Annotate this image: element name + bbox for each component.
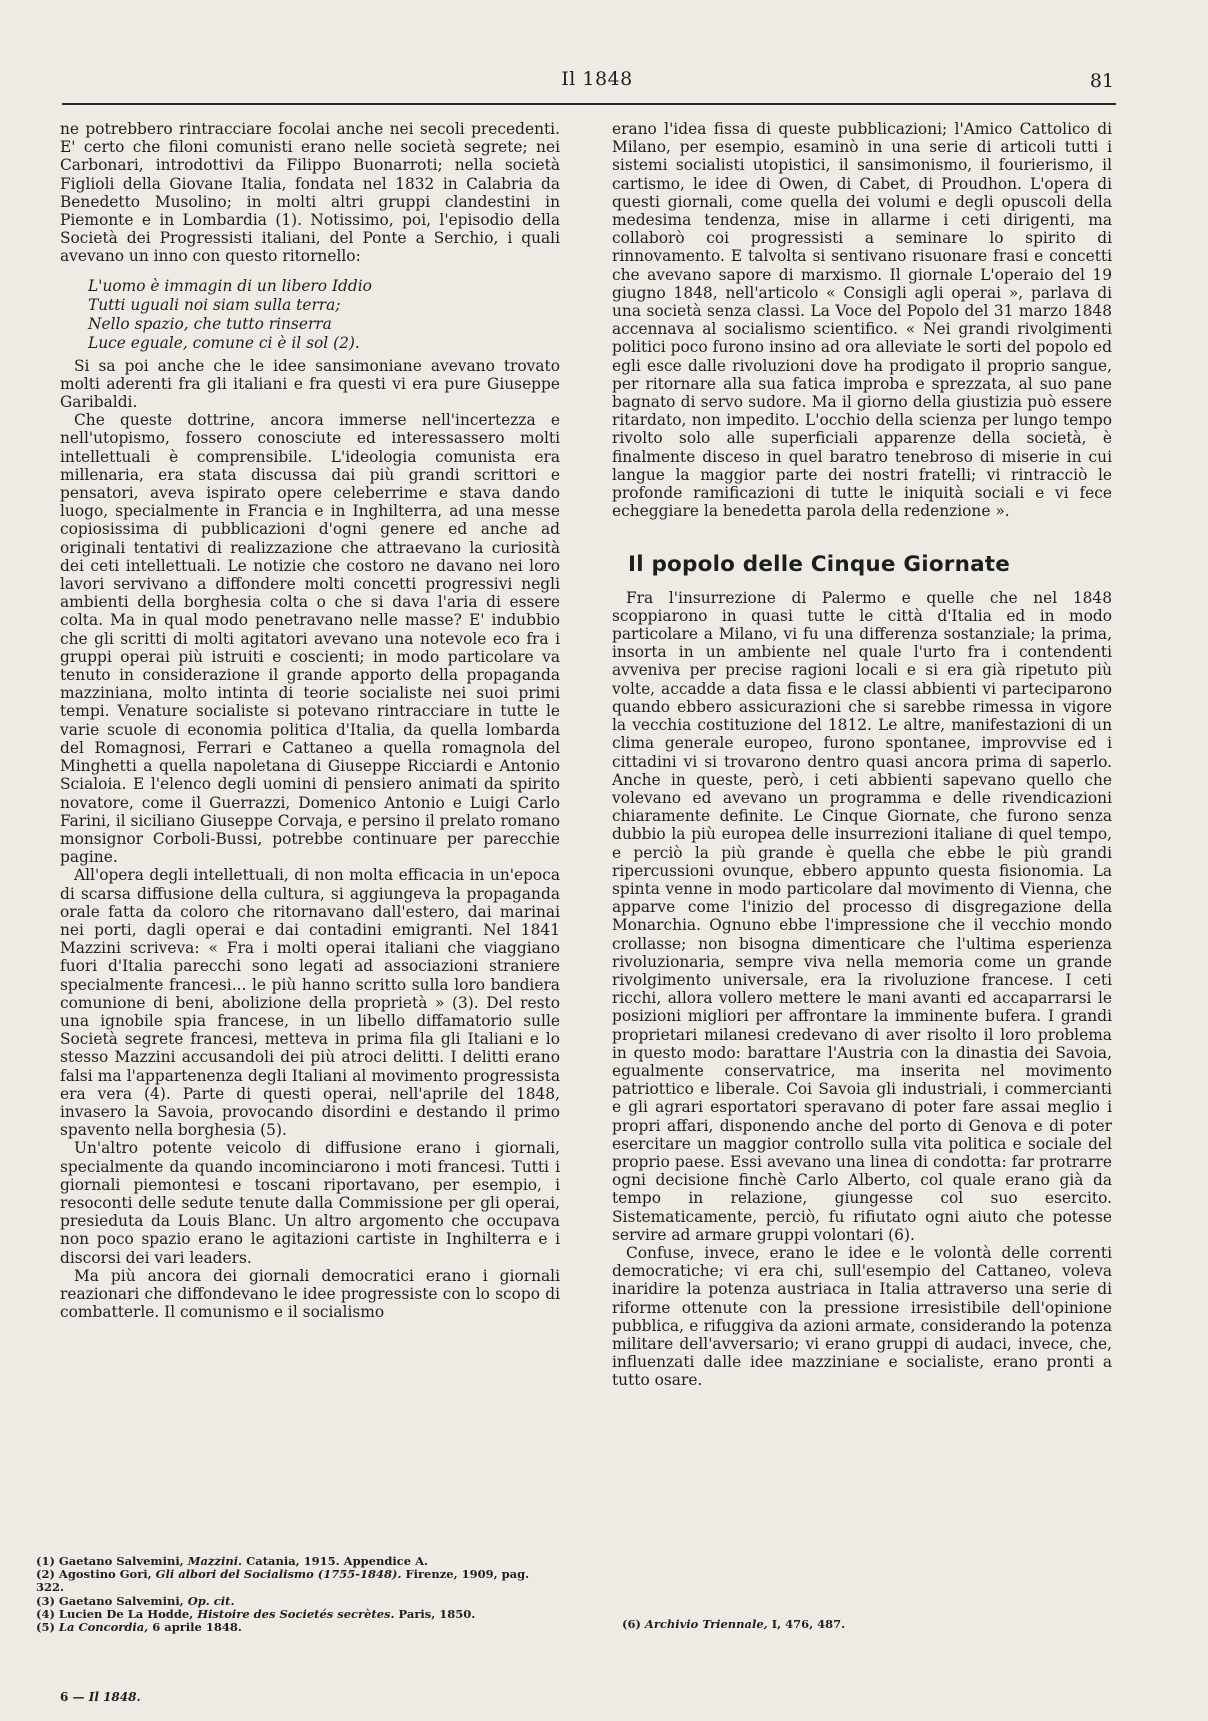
verse-line: Nello spazio, che tutto rinserra [88,314,332,333]
left-paragraph: Si sa poi anche che le idee sansimoniane avevano trovato molti aderenti fra gli italiani e fra questi vi era pure Giuseppe Garibaldi. [60,356,560,412]
signature-mark: 6 — Il 1848. [60,1690,141,1704]
footnote: (3) Gaetano Salvemini, Op. cit. [36,1593,235,1608]
footnote: (5) La Concordia, 6 aprile 1848. [36,1620,242,1635]
footnote: (4) Lucien De La Hodde, Histoire des Societés secrètes. Paris, 1850. [36,1606,476,1621]
footnote: (2) Agostino Gori, Gli albori del Socialismo (1755-1848). Firenze, 1909, pag. 322. [36,1567,530,1595]
right-paragraph: Confuse, invece, erano le idee e le volontà delle correnti democratiche; vi era chi, sull'esempio del Cattaneo, voleva inaridire la potenza austriaca in Italia attraverso una serie di riforme ottenute con la pressione irresistibile dell'opinione pubblica, e rifuggiva da azioni armate, considerando la potenza militare dell'avversario; vi erano gruppi di audaci, invece, che, influenzati dalle idee mazziniane e socialiste, erano pronti a tutto osare. [612,1243,1112,1390]
left-paragraph: Ma più ancora dei giornali democratici erano i giornali reazionari che diffondevano le idee progressiste con lo scopo di combatterle. Il comunismo e il socialismo [60,1266,560,1322]
right-column [612,120,1112,1390]
left-paragraph: All'opera degli intellettuali, di non molta efficacia in un'epoca di scarsa diffusione della cultura, si aggiungeva la propaganda orale fatta da coloro che ritornavano dall'estero, dai marinai nei porti, dagli operai e dai contadini emigranti. Nel 1841 Mazzini scriveva: « Fra i molti operai italiani che viaggiano fuori d'Italia parecchi sono legati ad associazioni straniere specialmente francesi... le più hanno scritto sulla loro bandiera comunione di beni, abolizione della proprietà » (3). Del resto una ignobile spia francese, in un libello diffamatorio sulle Società segrete francesi, metteva in prima fila gli Italiani e lo stesso Mazzini accusandoli dei più atroci delitti. I delitti erano falsi ma l'appartenenza degli Italiani al movimento progressista era vera (4). Parte di questi operai, nell'aprile del 1848, invasero la Savoia, provocando disordini e destando il primo spavento nella borghesia (5). [60,866,560,1140]
page-number: 81 [1089,70,1114,92]
verse-line: Luce eguale, comune ci è il sol (2). [88,333,360,352]
verse-line: L'uomo è immagin di un libero Iddio [88,276,372,295]
footnotes-right [622,1618,1122,1631]
footnote: (6) Archivio Triennale, I, 476, 487. [622,1617,846,1631]
left-paragraph: Che queste dottrine, ancora immerse nell'incertezza e nell'utopismo, fossero conosciute ed interessassero molti intellettuali è comprensibile. L'ideologia comunista era millenaria, era stata discussa dai più grandi scrittori e pensatori, aveva ispirato opere celeberrime e stava dando luogo, specialmente in Francia e in Inghilterra, ad una messe copiosissima di pubblicazioni d'ogni genere ed anche ad originali tentativi di realizzazione che attraevano la curiosità dei ceti intellettuali. Le notizie che costoro ne davano nei loro lavori servivano a diffondere molti concetti progressivi negli ambienti della borghesia colta o che si dava l'aria di essere colta. Ma in qual modo penetravano nelle masse? E' indubbio che gli scritti di molti agitatori avevano una notevole eco fra i gruppi operai più istruiti e coscienti; in modo particolare va tenuto in considerazione il grande apporto della propaganda mazziniana, molto intinta di teorie socialiste nei suoi primi tempi. Venature socialiste si potevano rintracciare in tutte le varie scuole di economia politica d'Italia, da quella lombarda del Romagnosi, Ferrari e Cattaneo a quella romagnola del Minghetti a quella napoletana di Giuseppe Ricciardi e Antonio Scialoia. E l'elenco degli uomini di pensiero animati da spirito novatore, come il Guerrazzi, Domenico Antonio e Luigi Carlo Farini, il siciliano Giuseppe Corvaja, e persino il prelato romano monsignor Corboli-Bussi, potrebbe continuare per parecchie pagine. [60,411,561,867]
verse-line: Tutti uguali noi siam sulla terra; [88,295,341,314]
left-column [60,120,560,1321]
running-title: Il 1848 [561,68,633,90]
right-paragraph: Fra l'insurrezione di Palermo e quelle che nel 1848 scoppiarono in quasi tutte le città d'Italia ed in modo particolare a Milano, vi fu una differenza sostanziale; la prima, insorta in un ambiente nel quale l'urto fra i contendenti avveniva per precise ragioni locali e si era già ripetuto più volte, accadde a data fissa e le classi abbienti vi parteciparono quando ebbero assicurazioni che si sarebbe rimessa in vigore la vecchia costituzione del 1812. Le altre, manifestazioni di un clima generale europeo, furono spontanee, improvvise ed i cittadini vi si trovarono dentro quasi ancora prima di saperlo. Anche in queste, però, i ceti abbienti sapevano quello che volevano ed avevano un programma e delle rivendicazioni chiaramente definite. Le Cinque Giornate, che furono senza dubbio la più europea delle insurrezioni italiane di quel tempo, e perciò la più grande è quella che ebbe le più grandi ripercussioni ovunque, ebbero appunto questa fisionomia. La spinta venne in modo particolare dal movimento di Vienna, che apparve come l'inizio del processo di disgregazione della Monarchia. Ognuno ebbe l'impressione che il vecchio mondo crollasse; non bisogna dimenticare che l'ultima esperienza rivoluzionaria, sempre viva nella memoria come un grande rivolgimento universale, era la rivoluzione francese. I ceti ricchi, allora vollero mettere le mani avanti ed accaparrarsi le posizioni migliori per affrontare la imminente bufera. I grandi proprietari milanesi credevano di aver risolto il loro problema in questo modo: barattare l'Austria con la dinastia dei Savoia, egualmente conservatrice, ma inserita nel movimento patriottico e liberale. Coi Savoia gli industriali, i commercianti e gli agrari esportatori speravano di poter fare assai meglio i propri affari, disponendo anche del porto di Genova e di poter esercitare un maggior controllo sulla vita politica e sociale del proprio paese. Essi avevano una linea di condotta: far protrarre ogni decisione finchè Carlo Alberto, col quale erano già da tempo in relazione, giungesse col suo esercito. Sistematicamente, perciò, fu rifiutato ogni aiuto che potesse servire ad armare gruppi volontari (6). [612,588,1112,1244]
footnote: (1) Gaetano Salvemini, Mazzini. Catania, 1915. Appendice A. [36,1554,429,1568]
left-paragraph: Un'altro potente veicolo di diffusione erano i giornali, specialmente da quando incominciarono i moti francesi. Tutti i giornali piemontesi e toscani riportavano, per esempio, i resoconti delle sedute tenute dalla Commissione per gli operai, presieduta da Louis Blanc. Un altro argomento che occupava non poco spazio erano le agitazioni cartiste in Inghilterra e i discorsi dei vari leaders. [60,1139,560,1267]
section-heading: Il popolo delle Cinque Giornate [628,552,1011,578]
header-rule [62,103,1116,105]
left-paragraph: ne potrebbero rintracciare focolai anche nei secoli precedenti. E' certo che filoni comunisti erano nelle società segrete; nei Carbonari, introdottivi da Filippo Buonarroti; nella società Figlioli della Giovane Italia, fondata nel 1832 in Calabria da Benedetto Musolino; in molti altri gruppi clandestini in Piemonte e in Lombardia (1). Notissimo, poi, l'episodio della Società dei Progressisti italiani, del Ponte a Serchio, i quali avevano un inno con questo ritornello: [60,120,560,266]
right-paragraph: erano l'idea fissa di queste pubblicazioni; l'Amico Cattolico di Milano, per esempio, esaminò in una serie di articoli tutti i sistemi socialisti utopistici, il sansimonismo, il fourierismo, il cartismo, le idee di Owen, di Cabet, di Proudhon. L'opera di questi giornali, come quella dei volumi e degli opuscoli della medesima tendenza, mise in allarme i ceti dirigenti, ma collaborò coi progressisti a seminare lo spirito di rinnovamento. E talvolta si sentivano risuonare frasi e concetti che avevano sapore di marxismo. Il giornale L'operaio del 19 giugno 1848, nell'articolo « Consigli agli operai », parlava di una società senza classi. La Voce del Popolo del 31 marzo 1848 accennava al socialismo scientifico. « Nei grandi rivolgimenti politici poco furono insino ad ora alleviate le sorti del popolo ed egli esce dalle rivoluzioni dove ha prodigato il proprio sangue, per ritornare alla sua fatica improba e sprezzata, al suo pane bagnato di servo sudore. Ma il giorno della giustizia può essere ritardato, non impedito. L'occhio della scienza per lungo tempo rivolto solo alle superficiali apparenze della società, è finalmente disceso in quel baratro tenebroso di miserie in cui langue la maggior parte dei nostri fratelli; vi rintracciò le profonde ramificazioni di tutte le iniquità sociali e vi fece echeggiare la benedetta parola della redenzione ». [612,120,1112,521]
footnotes-left [36,1555,536,1634]
verse-block [88,277,560,353]
